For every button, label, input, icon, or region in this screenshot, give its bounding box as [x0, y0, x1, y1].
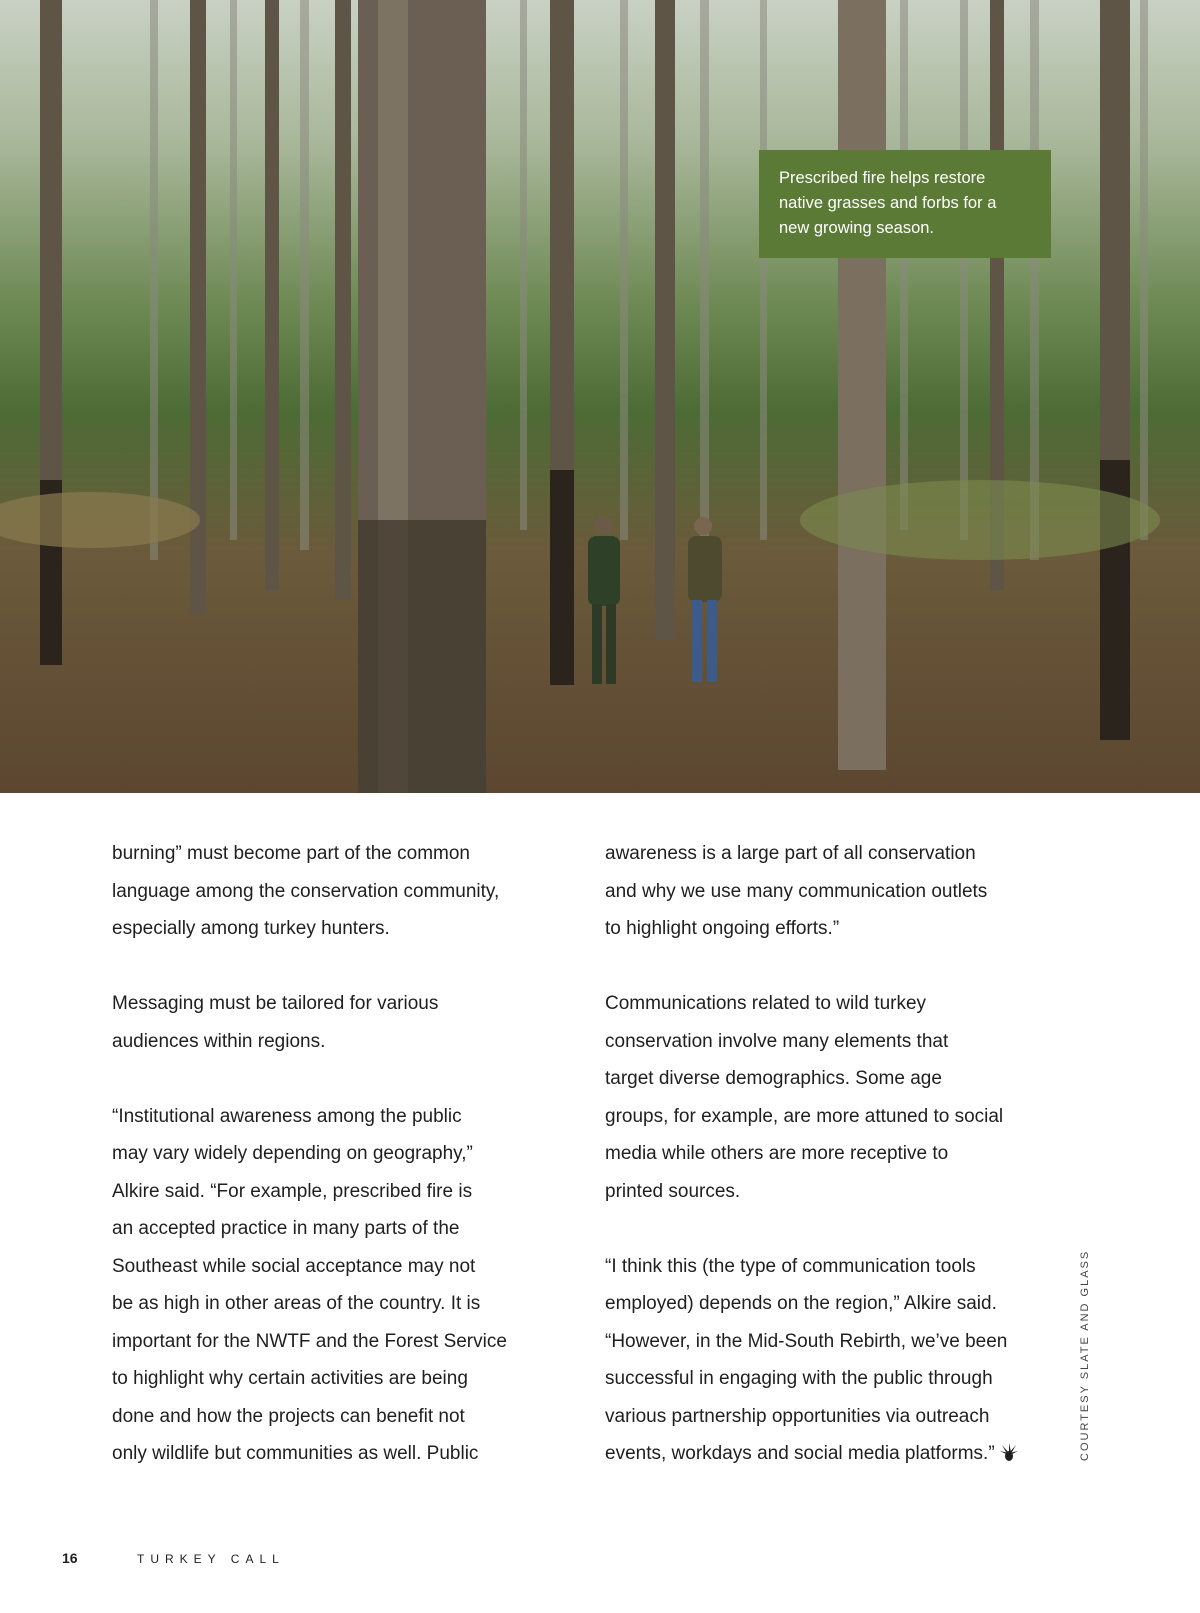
paragraph: Messaging must be tailored for various audiences within regions. — [112, 993, 439, 1052]
magazine-name: TURKEY CALL — [137, 1552, 285, 1566]
paragraph: Communications related to wild turkey conservation involve many elements that target diverse demographics. Some age groups, for example, are more attuned to social media while others are more receptive to printed sources. — [605, 993, 1004, 1202]
paragraph: burning” must become part of the common language among the conservation community, especially among turkey hunters. — [112, 843, 500, 939]
photo-credit: COURTESY SLATE AND GLASS — [1079, 1249, 1091, 1461]
forest-illustration — [0, 0, 1200, 793]
article-column-right — [605, 835, 1075, 1473]
forest-photo — [0, 0, 1200, 793]
paragraph: “Institutional awareness among the public may vary widely depending on geography,” Alkire said. “For example, prescribed fire is an accepted practice in many parts of the Southeast while social acceptance may not be as high in other areas of the country. It is important for the NWTF and the Forest Service to highlight why certain activities are being done and how the projects can benefit not only wildlife but communities as well. Public — [112, 1105, 507, 1464]
page-number: 16 — [62, 1550, 78, 1566]
paragraph-final-text: “I think this (the type of communication tools employed) depends on the region,” Alkire said. “However, in the Mid-South Rebirth, we’ve been successful in engaging with the public through various partnership opportunities via outreach events, workdays and social media platforms.” — [605, 1255, 1008, 1464]
photo-caption-box — [759, 150, 1051, 258]
paragraph: awareness is a large part of all conservation and why we use many communication outlets to highlight ongoing efforts.” — [605, 843, 988, 939]
paragraph-final — [605, 1248, 1075, 1473]
photo-caption: Prescribed fire helps restore native grasses and forbs for a new growing season. — [779, 169, 997, 237]
turkey-end-mark-icon — [999, 1442, 1019, 1462]
article-column-left — [112, 835, 582, 1473]
